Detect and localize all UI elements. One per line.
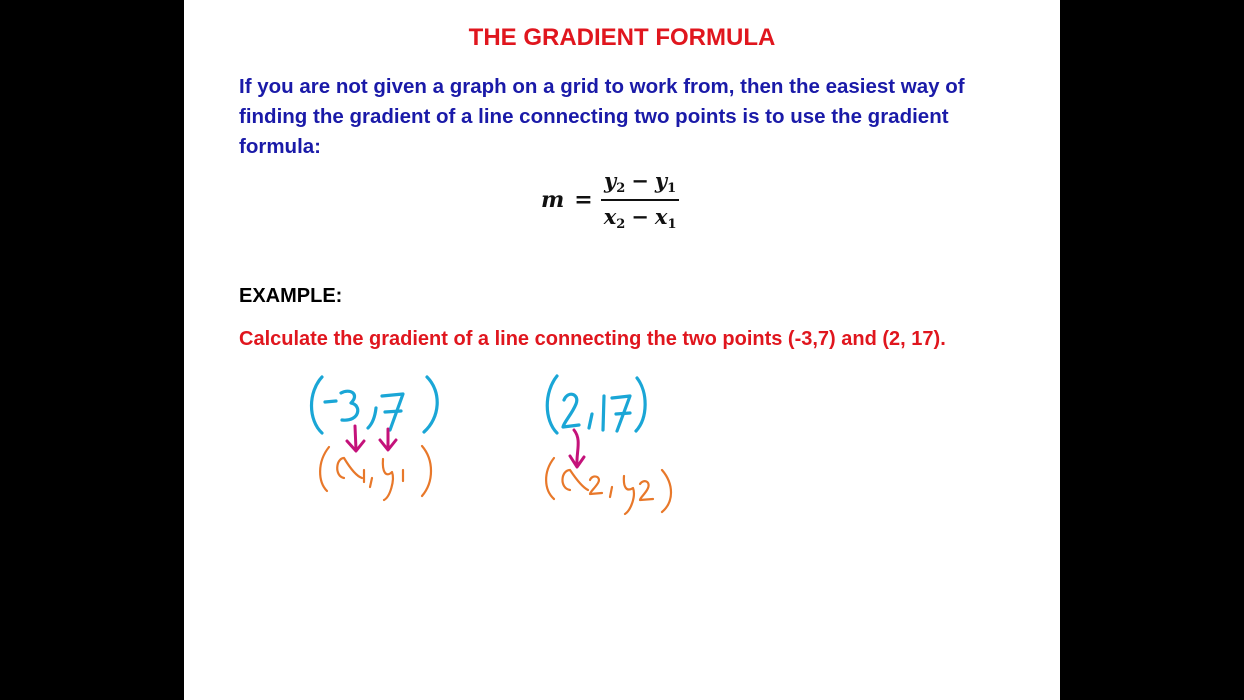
num-y2-sub: 2: [616, 181, 626, 196]
num-y2: y: [604, 168, 617, 193]
den-x2-sub: 2: [616, 217, 626, 232]
handwritten-point-2: [547, 376, 645, 433]
formula-equals: =: [574, 187, 593, 213]
arrow-point-2: [570, 430, 584, 467]
den-minus: −: [631, 204, 649, 229]
den-x2: x: [603, 204, 617, 229]
slide-title: THE GRADIENT FORMULA: [468, 24, 776, 51]
den-x1-sub: 1: [667, 217, 677, 232]
example-question: Calculate the gradient of a line connecting the two points (-3,7) and (2, 17).: [239, 328, 946, 350]
handwriting-annotations: [184, 0, 1060, 700]
slide: [184, 0, 1060, 700]
example-label: EXAMPLE:: [239, 285, 343, 307]
intro-paragraph: If you are not given a graph on a grid to work from, then the easiest way of finding the gradient of a line connecting two points is to use the gradient formula:: [239, 75, 965, 158]
num-y1: y: [654, 168, 668, 193]
handwritten-point-1: [312, 377, 438, 433]
den-x1: x: [654, 204, 668, 229]
num-y1-sub: 1: [667, 181, 677, 196]
num-minus: −: [631, 168, 649, 193]
arrows-point-1: [347, 426, 396, 451]
handwritten-label-2: [546, 458, 671, 514]
formula-m: m: [541, 187, 565, 213]
handwritten-label-1: [320, 446, 431, 500]
